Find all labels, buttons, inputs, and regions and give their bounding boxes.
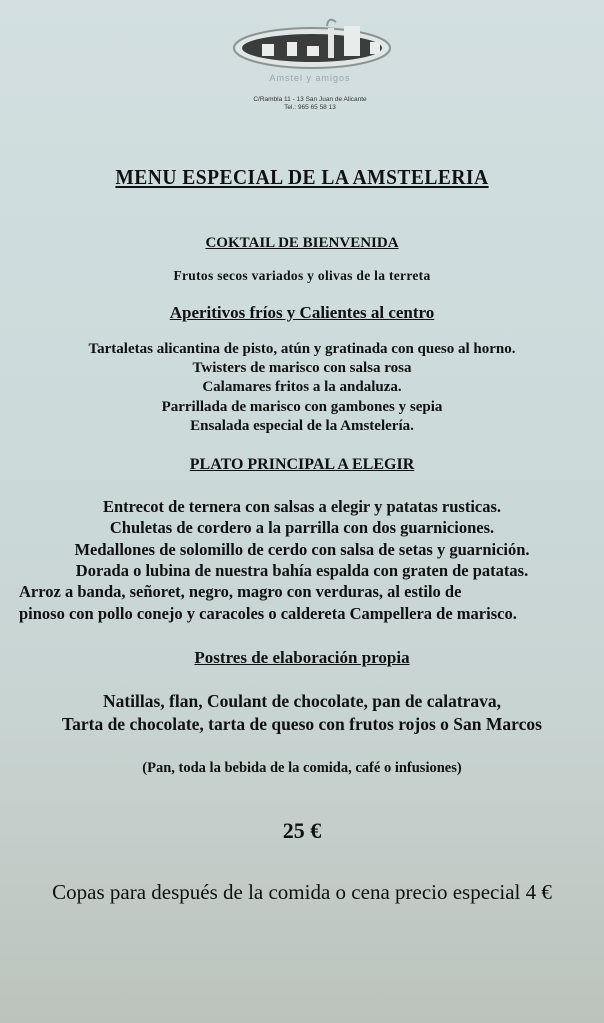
menu-item: Entrecot de ternera con salsas a elegir y patatas rusticas. xyxy=(102,497,502,516)
menu-title: MENU ESPECIAL DE LA AMSTELERIA xyxy=(115,165,489,189)
menu-item: Ensalada especial de la Amstelería. xyxy=(190,418,414,434)
menu-price: 25 € xyxy=(282,818,322,843)
section-heading-main-course: PLATO PRINCIPAL A ELEGIR xyxy=(189,456,415,473)
menu-item: Arroz a banda, señoret, negro, magro con verduras, al estilo de xyxy=(19,582,462,601)
drinks-offer: Copas para después de la comida o cena precio especial 4 € xyxy=(52,880,552,904)
section-heading-appetizers: Aperitivos fríos y Calientes al centro xyxy=(169,303,435,322)
menu-item: Natillas, flan, Coulant de chocolate, pan de calatrava, xyxy=(102,691,502,711)
menu-item: Twisters de marisco con salsa rosa xyxy=(192,360,412,376)
menu-item: Dorada o lubina de nuestra bahía espalda con graten de patatas. xyxy=(75,561,529,580)
menu-item: Frutos secos variados y olivas de la terreta xyxy=(173,268,431,283)
menu-item: Tarta de chocolate, tarta de queso con frutos rojos o San Marcos xyxy=(62,714,542,734)
menu-item: Calamares fritos a la andaluza. xyxy=(202,379,402,395)
menu-item: Medallones de solomillo de cerdo con salsa de setas y guarnición. xyxy=(74,540,530,559)
menu-item: Chuletas de cordero a la parrilla con dos guarniciones. xyxy=(109,518,495,537)
menu-item: Parrillada de marisco con gambones y sepia xyxy=(161,399,443,415)
section-heading-welcome: COKTAIL DE BIENVENIDA xyxy=(205,235,399,251)
section-heading-desserts: Postres de elaboración propia xyxy=(194,648,410,667)
address-line: C/Rambla 11 - 13 San Juan de Alicante xyxy=(253,96,367,103)
menu-item: pinoso con pollo conejo y caracoles o caldereta Campellera de marisco. xyxy=(19,604,517,623)
logo-subtitle: Amstel y amigos xyxy=(269,73,351,83)
restaurant-logo xyxy=(232,18,392,78)
menu-item: Tartaletas alicantina de pisto, atún y gratinada con queso al horno. xyxy=(88,341,516,357)
phone-line: Tel.: 965 65 58 13 xyxy=(284,104,336,111)
includes-note: (Pan, toda la bebida de la comida, café o infusiones) xyxy=(142,760,462,776)
